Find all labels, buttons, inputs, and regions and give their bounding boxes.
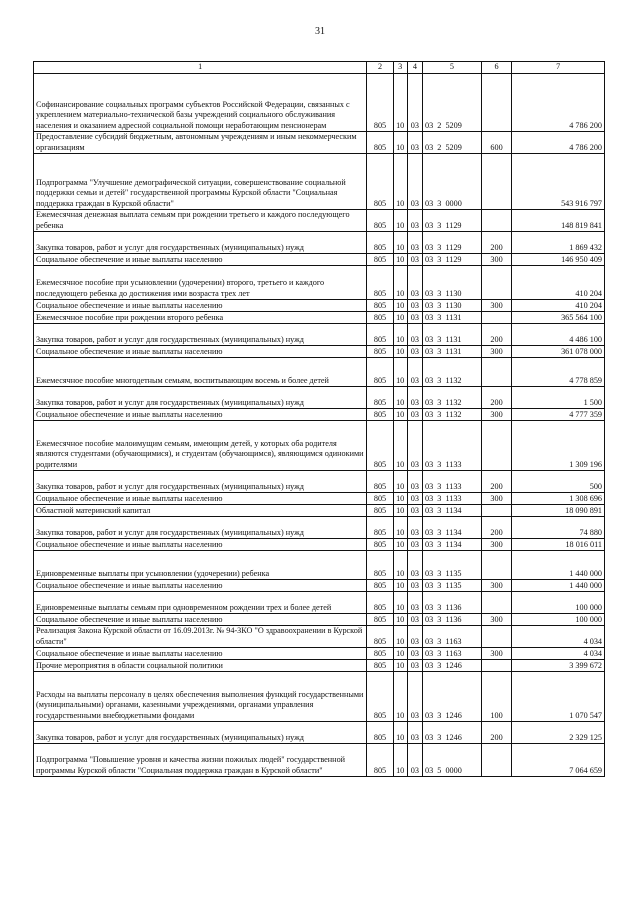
amount: 4 034 — [512, 626, 605, 648]
section-code: 10 — [393, 493, 407, 505]
section-code: 10 — [393, 232, 407, 254]
expense-type-code — [481, 154, 512, 210]
admin-code: 805 — [367, 551, 393, 580]
table-row — [34, 421, 605, 471]
admin-code: 805 — [367, 266, 393, 300]
budget-item-name: Социальное обеспечение и иные выплаты населению — [34, 614, 367, 626]
amount: 4 786 200 — [512, 132, 605, 154]
section-code: 10 — [393, 409, 407, 421]
budget-item-name: Ежемесячное пособие при рождении второго ребенка — [34, 312, 367, 324]
section-code: 10 — [393, 580, 407, 592]
amount: 410 204 — [512, 266, 605, 300]
admin-code: 805 — [367, 672, 393, 722]
header-col-4: 4 — [407, 62, 422, 74]
admin-code: 805 — [367, 722, 393, 744]
admin-code: 805 — [367, 132, 393, 154]
amount: 4 786 200 — [512, 74, 605, 132]
subsection-code: 03 — [407, 551, 422, 580]
expense-type-code — [481, 266, 512, 300]
section-code: 10 — [393, 312, 407, 324]
admin-code: 805 — [367, 324, 393, 346]
amount: 1 440 000 — [512, 580, 605, 592]
expense-type-code — [481, 210, 512, 232]
target-article-code: 03 3 1129 — [422, 210, 481, 232]
subsection-code: 03 — [407, 722, 422, 744]
admin-code: 805 — [367, 614, 393, 626]
subsection-code: 03 — [407, 210, 422, 232]
subsection-code: 03 — [407, 421, 422, 471]
section-code: 10 — [393, 539, 407, 551]
section-code: 10 — [393, 210, 407, 232]
section-code: 10 — [393, 660, 407, 672]
header-col-5: 5 — [422, 62, 481, 74]
table-row — [34, 648, 605, 660]
target-article-code: 03 3 1134 — [422, 505, 481, 517]
subsection-code: 03 — [407, 324, 422, 346]
section-code: 10 — [393, 648, 407, 660]
admin-code: 805 — [367, 539, 393, 551]
target-article-code: 03 3 1163 — [422, 626, 481, 648]
expense-type-code: 300 — [481, 648, 512, 660]
expense-type-code — [481, 312, 512, 324]
section-code: 10 — [393, 387, 407, 409]
amount: 1 440 000 — [512, 551, 605, 580]
subsection-code: 03 — [407, 744, 422, 777]
amount: 543 916 797 — [512, 154, 605, 210]
budget-item-name: Реализация Закона Курской области от 16.09.2013г. № 94-ЗКО "О здравоохранении в Курской области" — [34, 626, 367, 648]
expense-type-code: 200 — [481, 517, 512, 539]
subsection-code: 03 — [407, 358, 422, 387]
table-row — [34, 300, 605, 312]
expense-type-code — [481, 660, 512, 672]
budget-item-name: Закупка товаров, работ и услуг для государственных (муниципальных) нужд — [34, 232, 367, 254]
target-article-code: 03 3 1130 — [422, 266, 481, 300]
target-article-code: 03 5 0000 — [422, 744, 481, 777]
section-code: 10 — [393, 551, 407, 580]
target-article-code: 03 3 1130 — [422, 300, 481, 312]
amount: 4 486 100 — [512, 324, 605, 346]
target-article-code: 03 3 1131 — [422, 324, 481, 346]
budget-item-name: Подпрограмма "Улучшение демографической ситуации, совершенствование социальной поддержки семьи и детей" государственной программы Курской области "Социальная поддержка граждан в Курской области" — [34, 154, 367, 210]
expense-type-code: 300 — [481, 254, 512, 266]
subsection-code: 03 — [407, 409, 422, 421]
amount: 4 777 359 — [512, 409, 605, 421]
budget-item-name: Софинансирование социальных программ субъектов Российской Федерации, связанных с укреплением материально-технической базы учреждений социального обслуживания населения и оказанием адресной социальной помощи неработающим пенсионерам — [34, 74, 367, 132]
table-row — [34, 74, 605, 132]
budget-item-name: Подпрограмма "Повышение уровня и качества жизни пожилых людей" государственной программы Курской области "Социальная поддержка граждан в Курской области" — [34, 744, 367, 777]
table-row — [34, 493, 605, 505]
budget-item-name: Закупка товаров, работ и услуг для государственных (муниципальных) нужд — [34, 722, 367, 744]
section-code: 10 — [393, 744, 407, 777]
section-code: 10 — [393, 471, 407, 493]
budget-item-name: Социальное обеспечение и иные выплаты населению — [34, 254, 367, 266]
admin-code: 805 — [367, 312, 393, 324]
target-article-code: 03 3 1133 — [422, 471, 481, 493]
table-row — [34, 312, 605, 324]
expense-type-code — [481, 421, 512, 471]
table-row — [34, 517, 605, 539]
amount: 365 564 100 — [512, 312, 605, 324]
admin-code: 805 — [367, 626, 393, 648]
admin-code: 805 — [367, 648, 393, 660]
budget-table — [33, 61, 605, 777]
subsection-code: 03 — [407, 493, 422, 505]
target-article-code: 03 3 1132 — [422, 409, 481, 421]
expense-type-code — [481, 551, 512, 580]
subsection-code: 03 — [407, 648, 422, 660]
expense-type-code: 200 — [481, 387, 512, 409]
amount: 1 308 696 — [512, 493, 605, 505]
target-article-code: 03 3 1132 — [422, 358, 481, 387]
budget-item-name: Ежемесячное пособие при усыновлении (удочерении) второго, третьего и каждого последующего ребенка до достижения ими возраста трех лет — [34, 266, 367, 300]
admin-code: 805 — [367, 580, 393, 592]
table-row — [34, 471, 605, 493]
target-article-code: 03 3 1132 — [422, 387, 481, 409]
table-row — [34, 551, 605, 580]
amount: 148 819 841 — [512, 210, 605, 232]
expense-type-code: 100 — [481, 672, 512, 722]
subsection-code: 03 — [407, 300, 422, 312]
table-row — [34, 266, 605, 300]
subsection-code: 03 — [407, 626, 422, 648]
table-body — [34, 74, 605, 777]
target-article-code: 03 2 5209 — [422, 132, 481, 154]
subsection-code: 03 — [407, 505, 422, 517]
subsection-code: 03 — [407, 232, 422, 254]
section-code: 10 — [393, 300, 407, 312]
table-row — [34, 324, 605, 346]
section-code: 10 — [393, 614, 407, 626]
admin-code: 805 — [367, 358, 393, 387]
budget-item-name: Закупка товаров, работ и услуг для государственных (муниципальных) нужд — [34, 387, 367, 409]
expense-type-code: 300 — [481, 614, 512, 626]
subsection-code: 03 — [407, 471, 422, 493]
table-row — [34, 409, 605, 421]
target-article-code: 03 3 1163 — [422, 648, 481, 660]
section-code: 10 — [393, 266, 407, 300]
target-article-code: 03 3 1134 — [422, 517, 481, 539]
subsection-code: 03 — [407, 580, 422, 592]
admin-code: 805 — [367, 74, 393, 132]
expense-type-code: 300 — [481, 539, 512, 551]
subsection-code: 03 — [407, 660, 422, 672]
expense-type-code: 300 — [481, 346, 512, 358]
subsection-code: 03 — [407, 517, 422, 539]
budget-item-name: Ежемесячное пособие малоимущим семьям, имеющим детей, у которых оба родителя являются студентами (обучающимися), и студентам (обучающимся), являющимся одинокими родителями — [34, 421, 367, 471]
amount: 1 309 196 — [512, 421, 605, 471]
target-article-code: 03 3 1135 — [422, 551, 481, 580]
amount: 4 034 — [512, 648, 605, 660]
budget-item-name: Предоставление субсидий бюджетным, автономным учреждениям и иным некоммерческим организациям — [34, 132, 367, 154]
expense-type-code: 300 — [481, 300, 512, 312]
subsection-code: 03 — [407, 672, 422, 722]
expense-type-code — [481, 358, 512, 387]
budget-item-name: Расходы на выплаты персоналу в целях обеспечения выполнения функций государственными (муниципальными) органами, казенными учреждениями, органами управления государственными внебюджетными фондами — [34, 672, 367, 722]
budget-item-name: Единовременные выплаты семьям при одновременном рождении трех и более детей — [34, 592, 367, 614]
target-article-code: 03 2 5209 — [422, 74, 481, 132]
section-code: 10 — [393, 74, 407, 132]
page-number: 31 — [315, 26, 325, 37]
budget-item-name: Единовременные выплаты при усыновлении (удочерении) ребенка — [34, 551, 367, 580]
table-row — [34, 592, 605, 614]
expense-type-code: 300 — [481, 580, 512, 592]
expense-type-code — [481, 74, 512, 132]
section-code: 10 — [393, 154, 407, 210]
admin-code: 805 — [367, 300, 393, 312]
expense-type-code: 200 — [481, 722, 512, 744]
budget-item-name: Закупка товаров, работ и услуг для государственных (муниципальных) нужд — [34, 517, 367, 539]
amount: 18 090 891 — [512, 505, 605, 517]
expense-type-code: 200 — [481, 232, 512, 254]
table-row — [34, 580, 605, 592]
subsection-code: 03 — [407, 154, 422, 210]
amount: 3 399 672 — [512, 660, 605, 672]
admin-code: 805 — [367, 744, 393, 777]
target-article-code: 03 3 1133 — [422, 421, 481, 471]
admin-code: 805 — [367, 592, 393, 614]
section-code: 10 — [393, 505, 407, 517]
amount: 410 204 — [512, 300, 605, 312]
table-row — [34, 132, 605, 154]
amount: 146 950 409 — [512, 254, 605, 266]
target-article-code: 03 3 1246 — [422, 660, 481, 672]
admin-code: 805 — [367, 421, 393, 471]
budget-item-name: Прочие мероприятия в области социальной политики — [34, 660, 367, 672]
table-row — [34, 626, 605, 648]
amount: 100 000 — [512, 614, 605, 626]
section-code: 10 — [393, 346, 407, 358]
amount: 74 880 — [512, 517, 605, 539]
table-row — [34, 744, 605, 777]
header-col-2: 2 — [367, 62, 393, 74]
expense-type-code: 200 — [481, 471, 512, 493]
amount: 361 078 000 — [512, 346, 605, 358]
budget-item-name: Ежемесячная денежная выплата семьям при рождении третьего и каждого последующего ребенка — [34, 210, 367, 232]
budget-item-name: Социальное обеспечение и иные выплаты населению — [34, 493, 367, 505]
subsection-code: 03 — [407, 266, 422, 300]
table-row — [34, 254, 605, 266]
expense-type-code: 200 — [481, 324, 512, 346]
header-col-7: 7 — [512, 62, 605, 74]
table-row — [34, 614, 605, 626]
admin-code: 805 — [367, 493, 393, 505]
expense-type-code — [481, 505, 512, 517]
amount: 100 000 — [512, 592, 605, 614]
budget-item-name: Социальное обеспечение и иные выплаты населению — [34, 409, 367, 421]
amount: 1 500 — [512, 387, 605, 409]
budget-item-name: Социальное обеспечение и иные выплаты населению — [34, 346, 367, 358]
table-row — [34, 210, 605, 232]
table-row — [34, 232, 605, 254]
section-code: 10 — [393, 722, 407, 744]
subsection-code: 03 — [407, 387, 422, 409]
section-code: 10 — [393, 517, 407, 539]
amount: 18 016 011 — [512, 539, 605, 551]
admin-code: 805 — [367, 346, 393, 358]
budget-item-name: Ежемесячное пособие многодетным семьям, воспитывающим восемь и более детей — [34, 358, 367, 387]
admin-code: 805 — [367, 154, 393, 210]
subsection-code: 03 — [407, 592, 422, 614]
header-col-3: 3 — [393, 62, 407, 74]
budget-item-name: Социальное обеспечение и иные выплаты населению — [34, 300, 367, 312]
target-article-code: 03 3 1131 — [422, 346, 481, 358]
subsection-code: 03 — [407, 74, 422, 132]
table-header-row — [34, 62, 605, 74]
target-article-code: 03 3 1135 — [422, 580, 481, 592]
budget-item-name: Социальное обеспечение и иные выплаты населению — [34, 580, 367, 592]
target-article-code: 03 3 1246 — [422, 672, 481, 722]
amount: 1 869 432 — [512, 232, 605, 254]
target-article-code: 03 3 1136 — [422, 614, 481, 626]
budget-item-name: Социальное обеспечение и иные выплаты населению — [34, 539, 367, 551]
table-row — [34, 387, 605, 409]
section-code: 10 — [393, 132, 407, 154]
amount: 7 064 659 — [512, 744, 605, 777]
expense-type-code: 300 — [481, 409, 512, 421]
section-code: 10 — [393, 254, 407, 266]
target-article-code: 03 3 1246 — [422, 722, 481, 744]
amount: 4 778 859 — [512, 358, 605, 387]
target-article-code: 03 3 1134 — [422, 539, 481, 551]
admin-code: 805 — [367, 210, 393, 232]
budget-item-name: Социальное обеспечение и иные выплаты населению — [34, 648, 367, 660]
admin-code: 805 — [367, 517, 393, 539]
subsection-code: 03 — [407, 346, 422, 358]
admin-code: 805 — [367, 409, 393, 421]
table-row — [34, 358, 605, 387]
section-code: 10 — [393, 358, 407, 387]
expense-type-code — [481, 592, 512, 614]
table-row — [34, 346, 605, 358]
admin-code: 805 — [367, 232, 393, 254]
subsection-code: 03 — [407, 254, 422, 266]
section-code: 10 — [393, 672, 407, 722]
target-article-code: 03 3 1129 — [422, 254, 481, 266]
admin-code: 805 — [367, 254, 393, 266]
admin-code: 805 — [367, 660, 393, 672]
expense-type-code — [481, 626, 512, 648]
table-row — [34, 154, 605, 210]
admin-code: 805 — [367, 387, 393, 409]
amount: 1 070 547 — [512, 672, 605, 722]
target-article-code: 03 3 1129 — [422, 232, 481, 254]
section-code: 10 — [393, 324, 407, 346]
table-row — [34, 539, 605, 551]
target-article-code: 03 3 1136 — [422, 592, 481, 614]
table-row — [34, 505, 605, 517]
section-code: 10 — [393, 626, 407, 648]
target-article-code: 03 3 1131 — [422, 312, 481, 324]
amount: 2 329 125 — [512, 722, 605, 744]
budget-item-name: Закупка товаров, работ и услуг для государственных (муниципальных) нужд — [34, 324, 367, 346]
amount: 500 — [512, 471, 605, 493]
target-article-code: 03 3 1133 — [422, 493, 481, 505]
table-row — [34, 660, 605, 672]
expense-type-code: 600 — [481, 132, 512, 154]
table-row — [34, 722, 605, 744]
table-row — [34, 672, 605, 722]
subsection-code: 03 — [407, 132, 422, 154]
expense-type-code — [481, 744, 512, 777]
subsection-code: 03 — [407, 312, 422, 324]
target-article-code: 03 3 0000 — [422, 154, 481, 210]
subsection-code: 03 — [407, 614, 422, 626]
section-code: 10 — [393, 421, 407, 471]
budget-item-name: Областной материнский капитал — [34, 505, 367, 517]
admin-code: 805 — [367, 471, 393, 493]
subsection-code: 03 — [407, 539, 422, 551]
header-col-1: 1 — [34, 62, 367, 74]
expense-type-code: 300 — [481, 493, 512, 505]
header-col-6: 6 — [481, 62, 512, 74]
admin-code: 805 — [367, 505, 393, 517]
section-code: 10 — [393, 592, 407, 614]
budget-item-name: Закупка товаров, работ и услуг для государственных (муниципальных) нужд — [34, 471, 367, 493]
